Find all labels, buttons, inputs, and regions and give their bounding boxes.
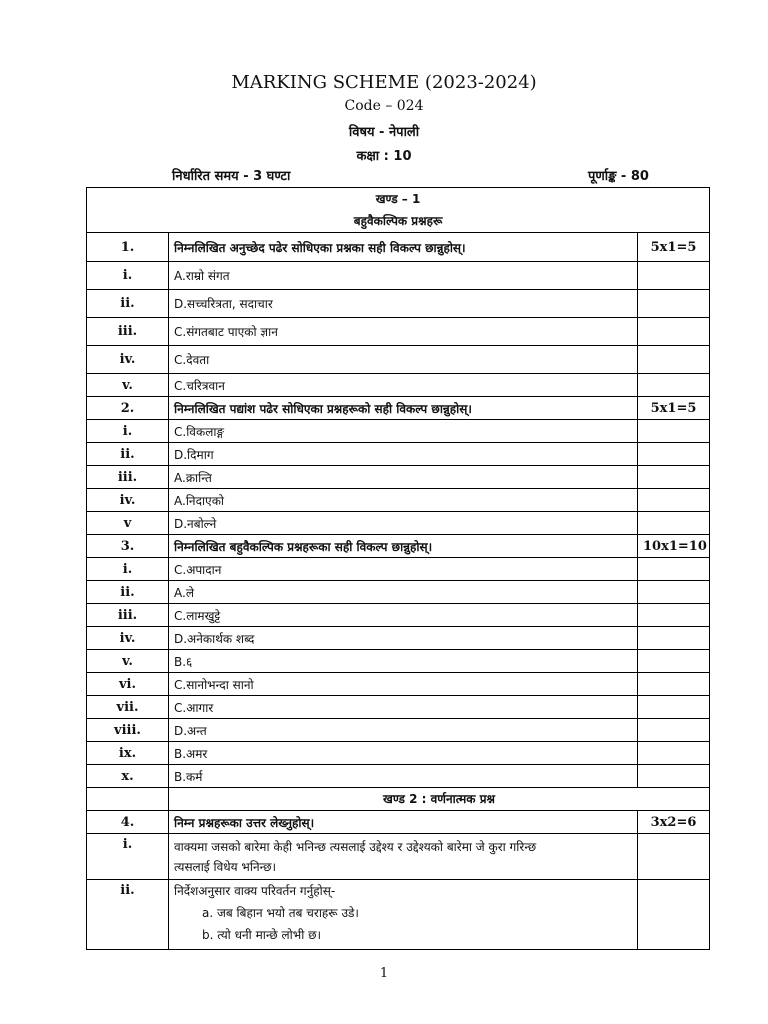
answer-row (87, 466, 710, 489)
page-number: 1 (379, 966, 389, 981)
answer-row (87, 318, 710, 346)
answer-number: x. (87, 765, 169, 788)
answer-number: i. (87, 262, 169, 290)
answer-row (87, 420, 710, 443)
answer-number: iv. (87, 489, 169, 512)
answer-sub-item: a. जब बिहान भयो तब चराहरू उडे। (202, 906, 359, 920)
answer-text: D.नबोल्ने (169, 512, 638, 535)
question-number: 1. (87, 233, 169, 262)
question-marks: 10x1=10 (638, 535, 710, 558)
document-title: MARKING SCHEME (2023-2024) (231, 72, 537, 93)
question-row (87, 233, 710, 262)
answer-number: iv. (87, 346, 169, 374)
answer-number: viii. (87, 719, 169, 742)
answer-text: C.चरित्रवान (169, 374, 638, 397)
answer-number: iv. (87, 627, 169, 650)
answer-row (87, 374, 710, 397)
answer-text: B.६ (169, 650, 638, 673)
answer-text: C.विकलाङ्ग (169, 420, 638, 443)
answer-text: D.सच्चरित्रता, सदाचार (169, 290, 638, 318)
answer-row (87, 512, 710, 535)
question-marks: 5x1=5 (638, 397, 710, 420)
answer-text: D.दिमाग (169, 443, 638, 466)
answer-row (87, 489, 710, 512)
answer-number: v. (87, 374, 169, 397)
question-text: निम्नलिखित अनुच्छेद पढेर सोधिएका प्रश्नका सही विकल्प छान्नुहोस्। (169, 233, 638, 262)
answer-number: vi. (87, 673, 169, 696)
answer-row (87, 262, 710, 290)
answer-sub-item: b. त्यो धनी मान्छे लोभी छ। (202, 928, 322, 942)
answer-number: iii. (87, 466, 169, 489)
answer-number: iii. (87, 604, 169, 627)
answer-text: A.निदाएको (169, 489, 638, 512)
answer-number: iii. (87, 318, 169, 346)
question-row (87, 811, 710, 834)
question-text: निम्न प्रश्नहरूका उत्तर लेख्नुहोस्। (169, 811, 638, 834)
answer-text (169, 880, 638, 950)
subject-name: विषय - नेपाली (348, 125, 420, 140)
answer-text: B.अमर (169, 742, 638, 765)
answer-text: C.संगतबाट पाएको ज्ञान (169, 318, 638, 346)
answer-row (87, 604, 710, 627)
section-1-subtitle: बहुवैकल्पिक प्रश्नहरू (353, 214, 443, 228)
answer-text: C.अपादान (169, 558, 638, 581)
answer-number: i. (87, 558, 169, 581)
question-number: 2. (87, 397, 169, 420)
section-2-title: खण्ड 2 : वर्णनात्मक प्रश्न (169, 788, 710, 811)
answer-number: ii. (87, 443, 169, 466)
question-number: 3. (87, 535, 169, 558)
answer-line: त्यसलाई विधेय भनिन्छ। (174, 859, 277, 874)
answer-text (169, 834, 638, 880)
class-level: कक्षा : 10 (356, 149, 412, 164)
answer-line: वाक्यमा जसको बारेमा केही भनिन्छ त्यसलाई उद्देश्य र उद्देश्यको बारेमा जे कुरा गरिन्छ (174, 839, 537, 854)
answer-row (87, 443, 710, 466)
answer-text: B.कर्म (169, 765, 638, 788)
question-text: निम्नलिखित बहुवैकल्पिक प्रश्नहरूका सही विकल्प छान्नुहोस्। (169, 535, 638, 558)
answer-number: vii. (87, 696, 169, 719)
answer-number: i. (87, 420, 169, 443)
answer-row (87, 834, 710, 880)
question-text: निम्नलिखित पद्यांश पढेर सोधिएका प्रश्नहरूको सही विकल्प छान्नुहोस्। (169, 397, 638, 420)
answer-text: C.देवता (169, 346, 638, 374)
question-marks: 3x2=6 (638, 811, 710, 834)
answer-row (87, 673, 710, 696)
subject-code: Code – 024 (344, 98, 424, 114)
answer-line: निर्देशअनुसार वाक्य परिवर्तन गर्नुहोस्- (174, 884, 336, 898)
answer-text: C.सानोभन्दा सानो (169, 673, 638, 696)
answer-row (87, 558, 710, 581)
answer-row (87, 290, 710, 318)
answer-row (87, 650, 710, 673)
answer-row (87, 719, 710, 742)
answer-row (87, 696, 710, 719)
answer-number: v (87, 512, 169, 535)
answer-number: v. (87, 650, 169, 673)
answer-row (87, 880, 710, 950)
time-allowed: निर्धारित समय - 3 घण्टा (172, 169, 291, 184)
question-row (87, 397, 710, 420)
answer-row (87, 627, 710, 650)
full-marks: पूर्णाङ्क - 80 (588, 169, 649, 184)
question-row (87, 535, 710, 558)
answer-text: C.लामखुट्टे (169, 604, 638, 627)
answer-text: D.अनेकार्थक शब्द (169, 627, 638, 650)
answer-number: ii. (87, 880, 169, 950)
section-1-title: खण्ड – 1 (375, 192, 421, 206)
section-1-header (87, 188, 710, 233)
answer-text: A.क्रान्ति (169, 466, 638, 489)
question-number: 4. (87, 811, 169, 834)
answer-text: A.ले (169, 581, 638, 604)
answer-number: ii. (87, 581, 169, 604)
answer-row (87, 346, 710, 374)
answer-number: ix. (87, 742, 169, 765)
answer-row (87, 742, 710, 765)
question-marks: 5x1=5 (638, 233, 710, 262)
marking-scheme-table (86, 187, 710, 950)
answer-text: C.आगार (169, 696, 638, 719)
answer-text: A.राम्रो संगत (169, 262, 638, 290)
answer-row (87, 765, 710, 788)
answer-number: ii. (87, 290, 169, 318)
answer-row (87, 581, 710, 604)
answer-text: D.अन्त (169, 719, 638, 742)
answer-number: i. (87, 834, 169, 880)
